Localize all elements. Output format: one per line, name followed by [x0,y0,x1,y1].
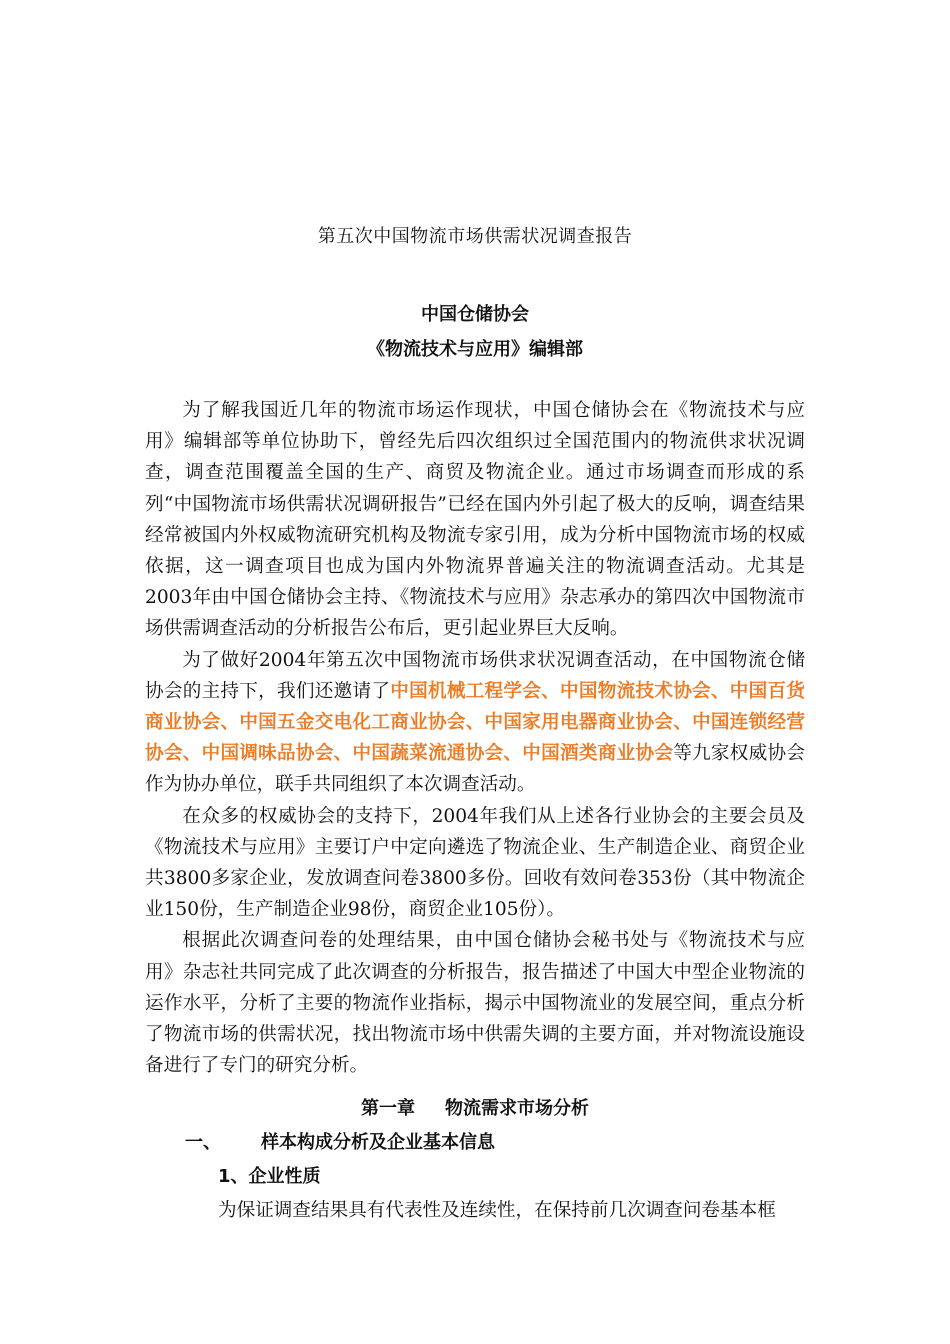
continuation-text: 为保证调查结果具有代表性及连续性，在保持前几次调查问卷基本框 [218,1200,776,1221]
section-title: 样本构成分析及企业基本信息 [261,1132,495,1153]
org-name-editorial-dept: 《物流技术与应用》编辑部 [367,339,583,360]
paragraph-3: 在众多的权威协会的支持下，2004年我们从上述各行业协会的主要会员及《物流技术与应用》主要订户中定向遴选了物流企业、生产制造企业、商贸企业共3800多家企业，发放调查问卷3800多份。回收有效问卷353份（其中物流企业150份，生产制造企业98份，商贸企业105份）。 [145,805,805,921]
highlighted-associations: 中国机械工程学会、中国物流技术协会、中国百货商业协会、中国五金交电化工商业协会、中国家用电器商业协会、中国连锁经营协会、中国调味品协会、中国蔬菜流通协会、中国酒类商业协会 [145,680,805,765]
section-number: 一、 [185,1132,221,1153]
body-text [145,395,805,1081]
chapter-number: 第一章 [361,1098,415,1119]
subsection-heading: 1、企业性质 [218,1166,321,1187]
section-heading [185,1128,495,1154]
report-title: 第五次中国物流市场供需状况调查报告 [317,226,633,247]
paragraph-1: 为了解我国近几年的物流市场运作现状，中国仓储协会在《物流技术与应用》编辑部等单位协助下，曾经先后四次组织过全国范围内的物流供求状况调查，调查范围覆盖全国的生产、商贸及物流企业。通过市场调查而形成的系列“中国物流市场供需状况调研报告”已经在国内外引起了极大的反响，调查结果经常被国内外权威物流研究机构及物流专家引用，成为分析中国物流市场的权威依据，这一调查项目也成为国内外物流界普遍关注的物流调查活动。尤其是2003年由中国仓储协会主持、《物流技术与应用》杂志承办的第四次中国物流市场供需调查活动的分析报告公布后，更引起业界巨大反响。 [145,400,805,640]
paragraph-2 [145,645,805,801]
chapter-title: 物流需求市场分析 [445,1098,589,1119]
chapter-heading [0,1094,950,1120]
paragraph-2-intro: 为了做好2004年第五次中国物流市场供求状况调查活动，在中国物流仓储协会的主持下，我们还邀请了 [145,649,805,702]
org-name-warehouse-association: 中国仓储协会 [421,304,529,325]
paragraph-4: 根据此次调查问卷的处理结果，由中国仓储协会秘书处与《物流技术与应用》杂志社共同完成了此次调查的分析报告，报告描述了中国大中型企业物流的运作水平，分析了主要的物流作业指标，揭示中国物流业的发展空间，重点分析了物流市场的供需状况，找出物流市场中供需失调的主要方面，并对物流设施设备进行了专门的研究分析。 [145,930,805,1077]
paragraph-2-outro: 等九家权威协会作为协办单位，联手共同组织了本次调查活动。 [145,743,805,796]
